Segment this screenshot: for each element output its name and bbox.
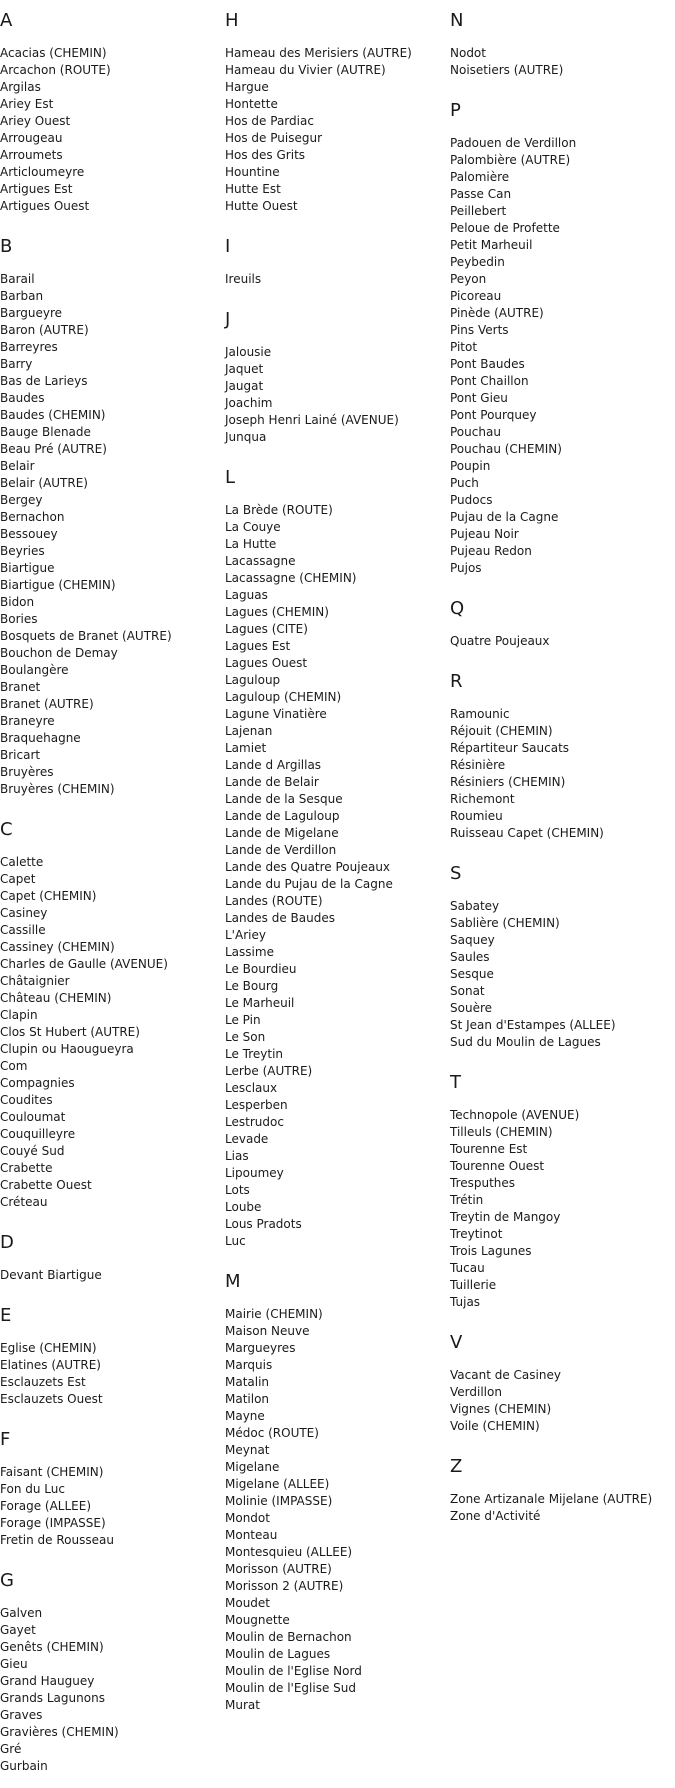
column-1 — [0, 0, 220, 1775]
street-name: La Brède (ROUTE) — [225, 503, 333, 517]
section-letter-heading: J — [225, 309, 231, 330]
street-name: Lacassagne (CHEMIN) — [225, 571, 357, 585]
street-list — [0, 45, 220, 215]
street-name: Loube — [225, 1200, 262, 1214]
street-name: Bruyères (CHEMIN) — [0, 782, 115, 796]
street-name: Quatre Poujeaux — [450, 634, 550, 648]
street-name: Zone d'Activité — [450, 1509, 541, 1523]
street-name: Gieu — [0, 1657, 28, 1671]
street-name: Roumieu — [450, 809, 503, 823]
letter-section — [225, 1271, 445, 1714]
street-name: Hutte Ouest — [225, 199, 298, 213]
letter-section — [450, 1072, 670, 1311]
section-letter-heading: B — [0, 236, 13, 257]
street-name: Boulangère — [0, 663, 69, 677]
street-name: Lagune Vinatière — [225, 707, 327, 721]
street-name: Lande d Argillas — [225, 758, 322, 772]
street-list — [225, 1306, 445, 1714]
street-name: Hos des Grits — [225, 148, 306, 162]
street-name: Artigues Ouest — [0, 199, 90, 213]
street-name: Margueyres — [225, 1341, 296, 1355]
street-list — [450, 45, 670, 79]
section-letter-heading: I — [225, 236, 231, 257]
street-name: Esclauzets Est — [0, 1375, 86, 1389]
street-name: Ireuils — [225, 272, 262, 286]
street-name: Barreyres — [0, 340, 58, 354]
street-name: Biartigue — [0, 561, 55, 575]
street-name: Clupin ou Haougueyra — [0, 1042, 134, 1056]
street-name: Petit Marheuil — [450, 238, 533, 252]
street-name: Le Treytin — [225, 1047, 284, 1061]
street-name: Lagues (CHEMIN) — [225, 605, 329, 619]
street-name: Charles de Gaulle (AVENUE) — [0, 957, 168, 971]
street-name: Esclauzets Ouest — [0, 1392, 103, 1406]
street-name: Branet — [0, 680, 41, 694]
street-name: Arcachon (ROUTE) — [0, 63, 111, 77]
street-name: Peillebert — [450, 204, 507, 218]
street-name: Pudocs — [450, 493, 493, 507]
street-name: Barail — [0, 272, 35, 286]
street-name: Lagues Est — [225, 639, 291, 653]
street-name: Vignes (CHEMIN) — [450, 1402, 552, 1416]
street-name: Palombière (AUTRE) — [450, 153, 571, 167]
street-name: Articloumeyre — [0, 165, 85, 179]
street-name: Voile (CHEMIN) — [450, 1419, 540, 1433]
street-name: Trétin — [450, 1193, 484, 1207]
street-name: St Jean d'Estampes (ALLEE) — [450, 1018, 616, 1032]
street-name: Poupin — [450, 459, 491, 473]
section-letter-heading: P — [450, 100, 461, 121]
street-name: Résinière — [450, 758, 506, 772]
street-name: Levade — [225, 1132, 269, 1146]
letter-section — [0, 1570, 220, 1775]
street-name: Graves — [0, 1708, 43, 1722]
street-name: Bouchon de Demay — [0, 646, 118, 660]
street-name: Ariey Ouest — [0, 114, 71, 128]
section-letter-heading: E — [0, 1305, 12, 1326]
letter-section — [450, 863, 670, 1051]
street-name: Barban — [0, 289, 44, 303]
street-name: Le Pin — [225, 1013, 261, 1027]
street-name: Jalousie — [225, 345, 272, 359]
street-name: Peyon — [450, 272, 487, 286]
street-name: Lagues Ouest — [225, 656, 308, 670]
street-name: Palomière — [450, 170, 510, 184]
street-name: Bergey — [0, 493, 43, 507]
street-name: Pins Verts — [450, 323, 509, 337]
street-list — [450, 898, 670, 1051]
column-2 — [225, 0, 445, 1714]
street-name: Clos St Hubert (AUTRE) — [0, 1025, 140, 1039]
street-list — [450, 135, 670, 577]
street-list — [0, 1464, 220, 1549]
street-name: Couyé Sud — [0, 1144, 65, 1158]
street-name: Pont Gieu — [450, 391, 508, 405]
street-name: Lias — [225, 1149, 249, 1163]
letter-section — [0, 819, 220, 1211]
street-name: Jaugat — [225, 379, 264, 393]
street-name: Moudet — [225, 1596, 271, 1610]
street-name: Lande de Verdillon — [225, 843, 337, 857]
street-name: Acacias (CHEMIN) — [0, 46, 107, 60]
street-name: Bargueyre — [0, 306, 63, 320]
street-name: Pont Chaillon — [450, 374, 529, 388]
street-name: Laguloup (CHEMIN) — [225, 690, 342, 704]
street-name: Pinède (AUTRE) — [450, 306, 544, 320]
street-name: Sud du Moulin de Lagues — [450, 1035, 601, 1049]
street-name: Lajenan — [225, 724, 273, 738]
street-name: Moulin de l'Eglise Sud — [225, 1681, 356, 1695]
street-name: Sabatey — [450, 899, 500, 913]
street-name: Beyries — [0, 544, 45, 558]
street-name: Galven — [0, 1606, 43, 1620]
street-name: Passe Can — [450, 187, 512, 201]
street-name: Grands Lagunons — [0, 1691, 105, 1705]
street-name: Meynat — [225, 1443, 270, 1457]
street-name: Lande du Pujau de la Cagne — [225, 877, 393, 891]
section-letter-heading: F — [0, 1429, 11, 1450]
street-name: Hontette — [225, 97, 278, 111]
street-name: Gayet — [0, 1623, 36, 1637]
street-name: Molinie (IMPASSE) — [225, 1494, 333, 1508]
section-letter-heading: G — [0, 1570, 14, 1591]
street-name: Nodot — [450, 46, 486, 60]
street-name: Bosquets de Branet (AUTRE) — [0, 629, 172, 643]
street-name: Puch — [450, 476, 479, 490]
street-list — [0, 1340, 220, 1408]
street-name: La Hutte — [225, 537, 277, 551]
street-name: Tuillerie — [450, 1278, 497, 1292]
section-letter-heading: Z — [450, 1456, 463, 1477]
street-name: Le Bourg — [225, 979, 279, 993]
street-name: Pujos — [450, 561, 482, 575]
street-name: Casiney — [0, 906, 48, 920]
section-letter-heading: R — [450, 671, 463, 692]
street-name: Bernachon — [0, 510, 65, 524]
street-name: Le Bourdieu — [225, 962, 297, 976]
street-list — [225, 502, 445, 1250]
street-name: Baron (AUTRE) — [0, 323, 89, 337]
street-name: Trois Lagunes — [450, 1244, 532, 1258]
street-name: Lande de Migelane — [225, 826, 339, 840]
street-name: Lesperben — [225, 1098, 288, 1112]
letter-section — [450, 1332, 670, 1435]
street-name: Montesquieu (ALLEE) — [225, 1545, 353, 1559]
street-name: Branet (AUTRE) — [0, 697, 94, 711]
street-name: Souère — [450, 1001, 492, 1015]
street-name: Crabette Ouest — [0, 1178, 92, 1192]
street-name: Lerbe (AUTRE) — [225, 1064, 313, 1078]
street-name: Elatines (AUTRE) — [0, 1358, 101, 1372]
street-name: Belair (AUTRE) — [0, 476, 88, 490]
street-list — [450, 1367, 670, 1435]
street-name: Crabette — [0, 1161, 53, 1175]
street-name: Maison Neuve — [225, 1324, 310, 1338]
letter-section — [225, 467, 445, 1250]
street-list — [0, 854, 220, 1211]
street-name: Zone Artizanale Mijelane (AUTRE) — [450, 1492, 653, 1506]
street-name: Clapin — [0, 1008, 38, 1022]
street-name: Pujau de la Cagne — [450, 510, 559, 524]
street-name: Landes de Baudes — [225, 911, 335, 925]
street-name: Mondot — [225, 1511, 270, 1525]
street-list — [225, 271, 445, 288]
street-name: Bas de Larieys — [0, 374, 88, 388]
street-name: Joachim — [225, 396, 273, 410]
street-name: Lamiet — [225, 741, 267, 755]
street-name: Le Son — [225, 1030, 266, 1044]
street-name: Tourenne Ouest — [450, 1159, 545, 1173]
street-name: Genêts (CHEMIN) — [0, 1640, 104, 1654]
section-letter-heading: S — [450, 863, 462, 884]
street-list — [450, 1491, 670, 1525]
street-name: Laguas — [225, 588, 268, 602]
section-letter-heading: N — [450, 10, 464, 31]
street-name: Hutte Est — [225, 182, 281, 196]
street-name: Vacant de Casiney — [450, 1368, 561, 1382]
street-name: Calette — [0, 855, 44, 869]
section-letter-heading: H — [225, 10, 239, 31]
street-name: Peybedin — [450, 255, 505, 269]
street-name: La Couye — [225, 520, 281, 534]
street-name: Argilas — [0, 80, 41, 94]
street-name: Lacassagne — [225, 554, 296, 568]
street-list — [0, 1605, 220, 1775]
section-letter-heading: Q — [450, 598, 465, 619]
section-letter-heading: A — [0, 10, 13, 31]
street-name: Tujas — [450, 1295, 481, 1309]
street-name: Lagues (CITE) — [225, 622, 308, 636]
street-list — [450, 1107, 670, 1311]
street-name: Capet — [0, 872, 36, 886]
letter-section — [450, 671, 670, 842]
street-name: Pouchau (CHEMIN) — [450, 442, 562, 456]
section-letter-heading: V — [450, 1332, 463, 1353]
street-name: Créteau — [0, 1195, 48, 1209]
street-name: Richemont — [450, 792, 515, 806]
street-name: Bories — [0, 612, 38, 626]
street-name: Tourenne Est — [450, 1142, 528, 1156]
street-name: Baudes — [0, 391, 45, 405]
street-name: Treytinot — [450, 1227, 503, 1241]
street-name: Murat — [225, 1698, 260, 1712]
street-name: Treytin de Mangoy — [450, 1210, 561, 1224]
street-name: Pouchau — [450, 425, 501, 439]
street-name: Braquehagne — [0, 731, 81, 745]
street-name: Lande de la Sesque — [225, 792, 343, 806]
street-name: Lande des Quatre Poujeaux — [225, 860, 391, 874]
street-list — [225, 45, 445, 215]
street-name: Bruyères — [0, 765, 54, 779]
street-name: Compagnies — [0, 1076, 75, 1090]
street-name: Capet (CHEMIN) — [0, 889, 97, 903]
letter-section — [450, 598, 670, 650]
street-list — [225, 344, 445, 446]
street-name: Eglise (CHEMIN) — [0, 1341, 97, 1355]
street-name: Matalin — [225, 1375, 270, 1389]
street-name: Saules — [450, 950, 490, 964]
street-name: Arroumets — [0, 148, 63, 162]
street-name: Sablière (CHEMIN) — [450, 916, 560, 930]
street-name: Migelane (ALLEE) — [225, 1477, 330, 1491]
street-name: Forage (ALLEE) — [0, 1499, 92, 1513]
section-letter-heading: D — [0, 1232, 14, 1253]
letter-section — [0, 1305, 220, 1408]
letter-section — [450, 100, 670, 577]
street-name: Picoreau — [450, 289, 502, 303]
street-name: Forage (IMPASSE) — [0, 1516, 106, 1530]
street-name: Ramounic — [450, 707, 510, 721]
column-3 — [450, 0, 670, 1525]
street-name: Hameau des Merisiers (AUTRE) — [225, 46, 412, 60]
street-name: L'Ariey — [225, 928, 266, 942]
street-name: Mayne — [225, 1409, 265, 1423]
street-name: Junqua — [225, 430, 267, 444]
street-name: Marquis — [225, 1358, 273, 1372]
street-name: Château (CHEMIN) — [0, 991, 112, 1005]
street-name: Moulin de l'Eglise Nord — [225, 1664, 362, 1678]
street-name: Morisson 2 (AUTRE) — [225, 1579, 344, 1593]
street-name: Répartiteur Saucats — [450, 741, 570, 755]
street-list — [0, 271, 220, 798]
street-name: Bessouey — [0, 527, 58, 541]
street-name: Gré — [0, 1742, 22, 1756]
street-name: Hargue — [225, 80, 269, 94]
street-name: Com — [0, 1059, 28, 1073]
section-letter-heading: C — [0, 819, 13, 840]
letter-section — [450, 10, 670, 79]
street-name: Biartigue (CHEMIN) — [0, 578, 116, 592]
street-name: Moulin de Bernachon — [225, 1630, 352, 1644]
street-name: Morisson (AUTRE) — [225, 1562, 332, 1576]
street-name: Fretin de Rousseau — [0, 1533, 114, 1547]
street-name: Artigues Est — [0, 182, 73, 196]
street-name: Lous Pradots — [225, 1217, 302, 1231]
street-name: Tilleuls (CHEMIN) — [450, 1125, 553, 1139]
street-name: Technopole (AVENUE) — [450, 1108, 580, 1122]
street-name: Sesque — [450, 967, 494, 981]
street-name: Lestrudoc — [225, 1115, 284, 1129]
street-name: Ariey Est — [0, 97, 54, 111]
street-name: Lassime — [225, 945, 274, 959]
street-name: Pont Pourquey — [450, 408, 537, 422]
letter-section — [0, 1429, 220, 1549]
street-name: Lesclaux — [225, 1081, 278, 1095]
street-name: Mairie (CHEMIN) — [225, 1307, 323, 1321]
street-name: Laguloup — [225, 673, 281, 687]
street-list — [0, 1267, 220, 1284]
street-name: Médoc (ROUTE) — [225, 1426, 319, 1440]
street-name: Sonat — [450, 984, 485, 998]
letter-section — [0, 236, 220, 798]
street-name: Faisant (CHEMIN) — [0, 1465, 104, 1479]
street-name: Joseph Henri Lainé (AVENUE) — [225, 413, 399, 427]
street-name: Cassille — [0, 923, 46, 937]
street-name: Braneyre — [0, 714, 55, 728]
street-name: Pujeau Noir — [450, 527, 519, 541]
street-name: Gurbain — [0, 1759, 48, 1773]
street-name: Noisetiers (AUTRE) — [450, 63, 564, 77]
street-name: Bidon — [0, 595, 35, 609]
street-name: Coudites — [0, 1093, 53, 1107]
street-name: Réjouit (CHEMIN) — [450, 724, 553, 738]
street-name: Barry — [0, 357, 33, 371]
street-name: Arrougeau — [0, 131, 63, 145]
street-name: Gravières (CHEMIN) — [0, 1725, 119, 1739]
street-name: Monteau — [225, 1528, 278, 1542]
letter-section — [0, 1232, 220, 1284]
street-name: Devant Biartigue — [0, 1268, 102, 1282]
street-name: Tucau — [450, 1261, 485, 1275]
street-name: Matilon — [225, 1392, 270, 1406]
street-name: Lots — [225, 1183, 250, 1197]
street-name: Résiniers (CHEMIN) — [450, 775, 566, 789]
street-name: Couquilleyre — [0, 1127, 76, 1141]
letter-section — [225, 236, 445, 288]
street-name: Peloue de Profette — [450, 221, 560, 235]
street-name: Beau Pré (AUTRE) — [0, 442, 107, 456]
street-name: Fon du Luc — [0, 1482, 65, 1496]
letter-section — [450, 1456, 670, 1525]
street-name: Moulin de Lagues — [225, 1647, 331, 1661]
street-name: Ruisseau Capet (CHEMIN) — [450, 826, 604, 840]
section-letter-heading: M — [225, 1271, 241, 1292]
street-name: Pujeau Redon — [450, 544, 532, 558]
street-name: Saquey — [450, 933, 495, 947]
street-name: Tresputhes — [450, 1176, 516, 1190]
street-name: Lipoumey — [225, 1166, 284, 1180]
street-name: Landes (ROUTE) — [225, 894, 323, 908]
street-name: Hountine — [225, 165, 280, 179]
street-name: Mougnette — [225, 1613, 290, 1627]
section-letter-heading: L — [225, 467, 236, 488]
letter-section — [225, 309, 445, 446]
street-name: Châtaignier — [0, 974, 70, 988]
street-name: Hos de Pardiac — [225, 114, 314, 128]
letter-section — [225, 10, 445, 215]
street-list — [450, 706, 670, 842]
street-name: Lande de Belair — [225, 775, 319, 789]
street-name: Luc — [225, 1234, 246, 1248]
street-name: Cassiney (CHEMIN) — [0, 940, 115, 954]
street-name: Le Marheuil — [225, 996, 295, 1010]
street-name: Belair — [0, 459, 35, 473]
street-name: Lande de Laguloup — [225, 809, 340, 823]
street-name: Couloumat — [0, 1110, 66, 1124]
street-name: Bricart — [0, 748, 41, 762]
section-letter-heading: T — [450, 1072, 461, 1093]
street-name: Bauge Blenade — [0, 425, 91, 439]
street-name: Grand Hauguey — [0, 1674, 95, 1688]
street-name: Hameau du Vivier (AUTRE) — [225, 63, 386, 77]
street-name: Jaquet — [225, 362, 264, 376]
letter-section — [0, 10, 220, 215]
street-name: Verdillon — [450, 1385, 502, 1399]
street-name: Migelane — [225, 1460, 280, 1474]
street-name: Padouen de Verdillon — [450, 136, 577, 150]
street-name: Pitot — [450, 340, 478, 354]
street-list — [450, 633, 670, 650]
street-name: Pont Baudes — [450, 357, 525, 371]
street-name: Baudes (CHEMIN) — [0, 408, 106, 422]
street-name: Hos de Puisegur — [225, 131, 323, 145]
